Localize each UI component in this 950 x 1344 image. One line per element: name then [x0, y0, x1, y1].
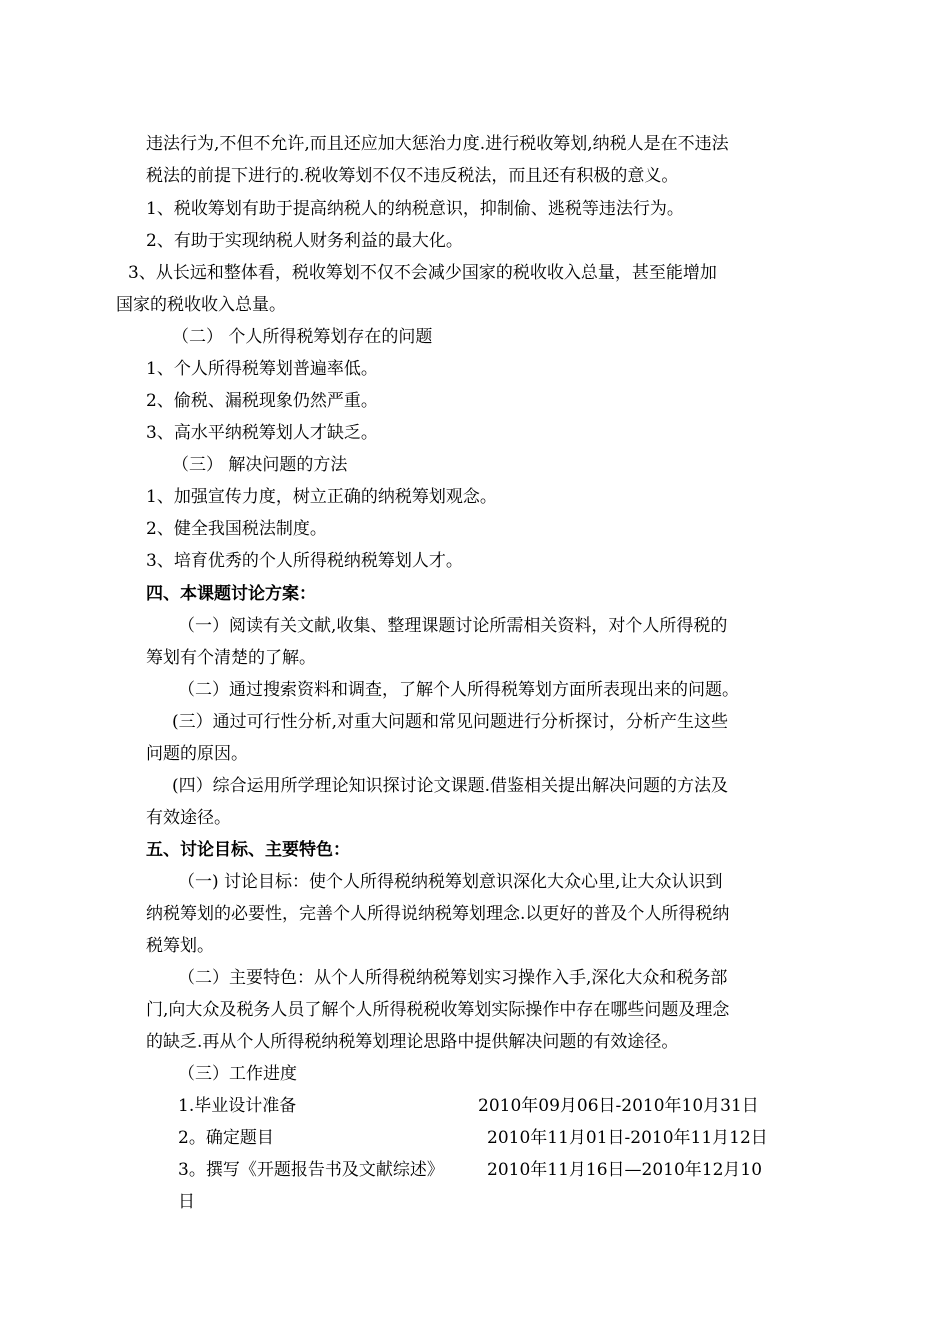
paragraph-line: （一) 讨论目标：使个人所得税纳税筹划意识深化大众心里,让大众认识到 [178, 872, 723, 892]
list-item: 1、税收筹划有助于提高纳税人的纳税意识，抑制偷、逃税等违法行为。 [146, 199, 684, 219]
list-item: 3、从长远和整体看，税收筹划不仅不会减少国家的税收收入总量，甚至能增加 [128, 263, 717, 283]
paragraph-line: （二）通过搜索资料和调查，了解个人所得税筹划方面所表现出来的问题。 [178, 680, 739, 700]
section-heading: （三） 解决问题的方法 [172, 455, 348, 475]
schedule-task: 2。确定题目 [178, 1128, 274, 1148]
paragraph-line: 违法行为,不但不允许,而且还应加大惩治力度.进行税收筹划,纳税人是在不违法 [146, 134, 729, 154]
schedule-date: 2010年11月16日—2010年12月10 [487, 1160, 763, 1180]
chapter-heading: 四、本课题讨论方案： [146, 584, 316, 604]
schedule-date: 2010年11月01日-2010年11月12日 [487, 1128, 768, 1148]
paragraph-line: （三）工作进度 [178, 1064, 297, 1084]
paragraph-line: 的缺乏.再从个人所得税纳税筹划理论思路中提供解决问题的有效途径。 [146, 1032, 679, 1052]
list-item: 2、健全我国税法制度。 [146, 519, 327, 539]
schedule-task: 1.毕业设计准备 [178, 1096, 297, 1116]
section-heading: （二） 个人所得税筹划存在的问题 [172, 327, 433, 347]
paragraph-line: 问题的原因。 [146, 744, 248, 764]
chapter-heading: 五、讨论目标、主要特色： [146, 840, 350, 860]
paragraph-line: 国家的税收收入总量。 [116, 295, 286, 315]
paragraph-line: (三）通过可行性分析,对重大问题和常见问题进行分析探讨，分析产生这些 [172, 712, 729, 732]
paragraph-line: （一）阅读有关文献,收集、整理课题讨论所需相关资料，对个人所得税的 [178, 616, 728, 636]
paragraph-line: 门,向大众及税务人员了解个人所得税税收筹划实际操作中存在哪些问题及理念 [146, 1000, 730, 1020]
list-item: 3、高水平纳税筹划人才缺乏。 [146, 423, 378, 443]
paragraph-line: 纳税筹划的必要性，完善个人所得说纳税筹划理念.以更好的普及个人所得税纳 [146, 904, 730, 924]
paragraph-line: 有效途径。 [146, 808, 231, 828]
paragraph-line: 税筹划。 [146, 936, 214, 956]
list-item: 1、加强宣传力度，树立正确的纳税筹划观念。 [146, 487, 497, 507]
paragraph-line: 日 [178, 1192, 195, 1212]
paragraph-line: (四）综合运用所学理论知识探讨论文课题.借鉴相关提出解决问题的方法及 [172, 776, 729, 796]
list-item: 2、偷税、漏税现象仍然严重。 [146, 391, 378, 411]
paragraph-line: 税法的前提下进行的.税收筹划不仅不违反税法，而且还有积极的意义。 [146, 166, 679, 186]
paragraph-line: 筹划有个清楚的了解。 [146, 648, 316, 668]
paragraph-line: （二）主要特色：从个人所得税纳税筹划实习操作入手,深化大众和税务部 [178, 968, 728, 988]
schedule-date: 2010年09月06日-2010年10月31日 [478, 1096, 759, 1116]
list-item: 1、个人所得税筹划普遍率低。 [146, 359, 378, 379]
list-item: 3、培育优秀的个人所得税纳税筹划人才。 [146, 551, 463, 571]
schedule-task: 3。撰写《开题报告书及文献综述》 [178, 1160, 444, 1180]
list-item: 2、有助于实现纳税人财务利益的最大化。 [146, 231, 463, 251]
